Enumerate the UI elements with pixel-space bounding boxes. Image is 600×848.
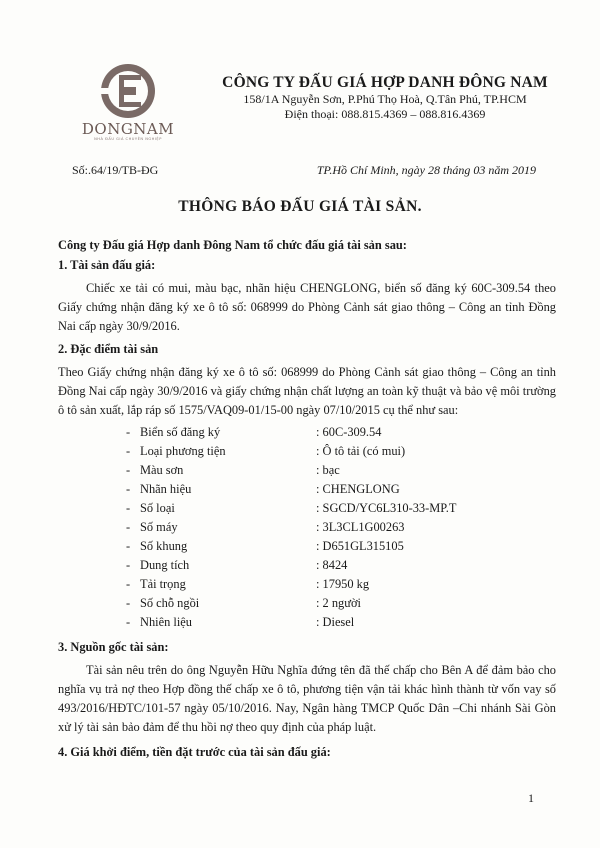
- section-2-text: Theo Giấy chứng nhận đăng ký xe ô tô số: 068999 do Phòng Cảnh sát giao thông – Công an tỉnh Đồng Nai cấp ngày 30/9/2016 và giấy chứng nhận chất lượng an toàn kỹ thuật và bảo vệ môi trường ô tô sản xuất, lắp ráp số 1575/VAQ09-01/15-00 ngày 07/10/2015 cụ thể như sau:: [58, 365, 556, 417]
- company-info: [220, 74, 550, 122]
- spec-bullet: -: [126, 425, 131, 439]
- section-3-text: Tài sản nêu trên do ông Nguyễn Hữu Nghĩa đứng tên đã thế chấp cho Bên A để đảm bảo cho nghĩa vụ trả nợ theo Hợp đồng thế chấp xe ô tô, phương tiện vận tải khác hình thành từ vốn vay số 493/2016/HĐTC/101-57 ngày 05/10/2016. Nay, Ngân hàng TMCP Quốc Dân –Chi nhánh Sài Gòn xử lý tài sản bảo đảm để thu hồi nợ theo quy định của pháp luật.: [58, 663, 556, 734]
- document-body: [58, 236, 556, 766]
- spec-bullet: -: [126, 558, 131, 572]
- spec-value: : 17950 kg: [316, 575, 369, 594]
- document-date: TP.Hồ Chí Minh, ngày 28 tháng 03 năm 2019: [316, 163, 536, 177]
- spec-label: Số loại: [140, 501, 175, 515]
- spec-row: [58, 499, 556, 518]
- spec-value: : SGCD/YC6L310-33-MP.T: [316, 499, 456, 518]
- logo-tagline: NHÀ ĐẤU GIÁ CHUYÊN NGHIỆP: [94, 137, 162, 141]
- section-2-heading: 2. Đặc điểm tài sản: [58, 342, 159, 356]
- spec-bullet: -: [126, 577, 131, 591]
- company-phone: Điện thoại: 088.815.4369 – 088.816.4369: [284, 107, 486, 121]
- spec-label: Nhiên liệu: [140, 615, 192, 629]
- spec-bullet: -: [126, 596, 131, 610]
- intro-text: Công ty Đấu giá Hợp danh Đông Nam tổ chức đấu giá tài sản sau:: [58, 238, 407, 252]
- spec-value: : D651GL315105: [316, 537, 404, 556]
- spec-bullet: -: [126, 501, 131, 515]
- spec-row: [58, 423, 556, 442]
- spec-row: [58, 480, 556, 499]
- spec-bullet: -: [126, 463, 131, 477]
- spec-label: Biển số đăng ký: [140, 425, 221, 439]
- company-address: 158/1A Nguyễn Sơn, P.Phú Thọ Hoà, Q.Tân Phú, TP.HCM: [243, 92, 527, 106]
- dongnam-emblem-icon: [95, 62, 161, 120]
- spec-value: : 8424: [316, 556, 347, 575]
- spec-label: Màu sơn: [140, 463, 184, 477]
- spec-row: [58, 518, 556, 537]
- company-logo: [72, 62, 184, 152]
- spec-row: [58, 461, 556, 480]
- document-number: Số:.64/19/TB-ĐG: [72, 163, 159, 177]
- spec-label: Dung tích: [140, 558, 190, 572]
- section-4-heading: 4. Giá khởi điểm, tiền đặt trước của tài sản đấu giá:: [58, 745, 331, 759]
- spec-value: : 60C-309.54: [316, 423, 381, 442]
- spec-bullet: -: [126, 444, 131, 458]
- section-1-heading: 1. Tài sản đấu giá:: [58, 258, 156, 272]
- section-3-heading: 3. Nguồn gốc tài sản:: [58, 640, 169, 654]
- spec-value: : bạc: [316, 461, 340, 480]
- spec-label: Nhãn hiệu: [140, 482, 192, 496]
- spec-label: Tải trọng: [140, 577, 186, 591]
- page-title: THÔNG BÁO ĐẤU GIÁ TÀI SẢN.: [178, 198, 422, 215]
- spec-value: : Ô tô tải (có mui): [316, 442, 405, 461]
- spec-value: : 2 người: [316, 594, 361, 613]
- spec-bullet: -: [126, 615, 131, 629]
- spec-list: [58, 423, 556, 632]
- spec-label: Số chỗ ngồi: [140, 596, 200, 610]
- section-1-text: Chiếc xe tải có mui, màu bạc, nhãn hiệu CHENGLONG, biển số đăng ký 60C-309.54 theo Giấy chứng nhận đăng ký xe ô tô số: 068999 do Phòng Cảnh sát giao thông – Công an tỉnh Đồng Nai cấp ngày 30/9/2016.: [58, 281, 556, 333]
- spec-row: [58, 613, 556, 632]
- logo-name: DONGNAM: [81, 120, 175, 138]
- spec-row: [58, 594, 556, 613]
- spec-label: Loại phương tiện: [140, 444, 226, 458]
- spec-bullet: -: [126, 482, 131, 496]
- page-number: 1: [528, 791, 534, 805]
- spec-row: [58, 537, 556, 556]
- spec-row: [58, 556, 556, 575]
- spec-value: : 3L3CL1G00263: [316, 518, 404, 537]
- spec-row: [58, 442, 556, 461]
- spec-value: : Diesel: [316, 613, 354, 632]
- spec-row: [58, 575, 556, 594]
- company-name: CÔNG TY ĐẤU GIÁ HỢP DANH ĐÔNG NAM: [222, 74, 548, 91]
- spec-bullet: -: [126, 539, 131, 553]
- spec-bullet: -: [126, 520, 131, 534]
- spec-label: Số khung: [140, 539, 188, 553]
- spec-label: Số máy: [140, 520, 178, 534]
- spec-value: : CHENGLONG: [316, 480, 400, 499]
